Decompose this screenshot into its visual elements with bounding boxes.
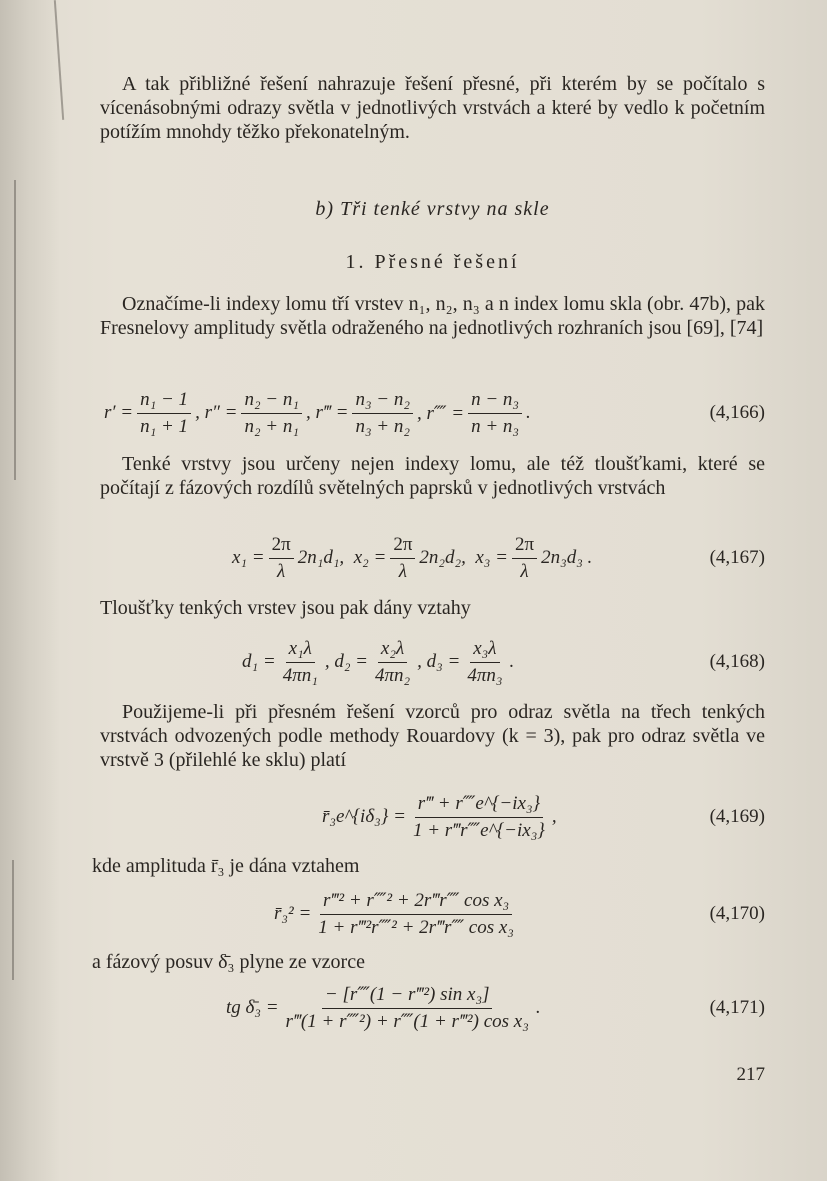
numerator: n₂ − n₁: [241, 389, 302, 414]
eq-end: .: [535, 997, 541, 1018]
equation-4-170: [100, 884, 765, 944]
numerator: n₃ − n₂: [352, 389, 413, 414]
equation-4-167: [100, 528, 765, 588]
numerator: 2π: [512, 534, 537, 559]
denominator: λ: [277, 560, 286, 582]
eq-lhs: r̄₃e^{iδ₃} =: [322, 806, 406, 827]
eq-lhs: x₁ =: [232, 547, 265, 568]
eq-lhs: r̄₃² =: [274, 903, 312, 924]
fraction: [512, 534, 537, 583]
denominator: n₁ + 1: [140, 415, 189, 437]
equation-number: (4,166): [709, 402, 765, 423]
intro-paragraph: A tak přibližné řešení nahrazuje řešení přesné, při kterém by se počítalo s vícenásobnými odrazy světla v jednotlivých vrstvách a které by vedlo k početním potížím mnohdy těžko překonatelným.: [100, 73, 765, 143]
eq-end: .: [509, 651, 515, 672]
denominator: n + n₃: [471, 415, 520, 437]
eq-lhs: x₂ =: [353, 547, 387, 568]
fraction: [269, 534, 294, 583]
fraction: [137, 389, 191, 438]
equation-4-166: [100, 383, 765, 443]
eq-end: .: [526, 402, 531, 423]
denominator: 4πn₂: [375, 664, 411, 686]
fraction: [315, 890, 517, 939]
numerator: r‴ + r⁗e^{−ix₃}: [415, 793, 543, 818]
equation-number: (4,171): [709, 997, 765, 1018]
section-title: b) Tři tenké vrstvy na skle: [315, 198, 550, 220]
equation-4-169: [100, 787, 765, 847]
paragraph-2: Tenké vrstvy jsou určeny nejen indexy lomu, ale též tloušťkami, které se počítají z fázových rozdílů světelných paprsků v jednotlivých vrstvách: [100, 453, 765, 499]
eq-lhs: x₃ =: [475, 547, 508, 568]
fraction: [410, 793, 548, 842]
eq-end: ,: [551, 806, 557, 827]
eq-lhs: , d₂ =: [324, 651, 368, 672]
numerator: r‴² + r⁗² + 2r‴r⁗ cos x₃: [320, 890, 512, 915]
equation-number: (4,167): [709, 547, 765, 568]
eq-term: 2n₃d₃ .: [541, 547, 593, 568]
denominator: λ: [398, 560, 407, 582]
eq-lhs: d₁ =: [242, 651, 276, 672]
numerator: n − n₃: [468, 389, 522, 414]
eq-lhs: , r⁗ =: [417, 402, 465, 424]
equation-4-168: [100, 632, 765, 692]
page-edge-line: [14, 180, 16, 480]
numerator: − [r⁗(1 − r‴²) sin x₃]: [322, 984, 493, 1009]
eq-term: 2n₁d₁,: [297, 547, 345, 568]
eq-lhs: , r″ =: [195, 402, 238, 423]
denominator: 4πn₃: [467, 664, 503, 686]
numerator: x₂λ: [378, 638, 407, 663]
eq-lhs: , d₃ =: [417, 651, 461, 672]
fraction: [390, 534, 415, 583]
denominator: 1 + r‴²r⁗² + 2r‴r⁗ cos x₃: [318, 916, 514, 938]
subsection-title: 1. Přesné řešení: [345, 251, 520, 273]
fraction: [468, 389, 522, 438]
numerator: 2π: [269, 534, 294, 559]
denominator: λ: [520, 560, 529, 582]
denominator: 4πn₁: [282, 664, 318, 686]
numerator: n₁ − 1: [137, 389, 191, 414]
page-binding-shadow: [0, 0, 60, 1181]
denominator: n₂ + n₁: [244, 415, 299, 437]
paragraph-6: a fázový posuv δ̄₃ plyne ze vzorce: [92, 951, 365, 973]
denominator: 1 + r‴r⁗e^{−ix₃}: [412, 819, 545, 841]
paragraph-3: Tloušťky tenkých vrstev jsou pak dány vztahy: [100, 597, 471, 619]
fraction: [280, 638, 321, 687]
numerator: x₃λ: [470, 638, 499, 663]
denominator: r‴(1 + r⁗²) + r⁗(1 + r‴²) cos x₃: [285, 1010, 529, 1032]
fraction: [464, 638, 505, 687]
page-edge-line: [12, 860, 14, 980]
fraction: [352, 389, 413, 438]
fraction: [241, 389, 302, 438]
equation-number: (4,169): [709, 806, 765, 827]
page-number: 217: [736, 1064, 765, 1085]
numerator: x₁λ: [286, 638, 315, 663]
eq-lhs: , r‴ =: [306, 402, 349, 423]
eq-lhs: tg δ̄₃ =: [226, 997, 279, 1018]
numerator: 2π: [390, 534, 415, 559]
eq-term: 2n₂d₂,: [419, 547, 466, 568]
paragraph-4: Použijeme-li při přesném řešení vzorců pro odraz světla na třech tenkých vrstvách odvozených podle methody Rouardovy (k = 3), pak pro odraz světla ve vrstvě 3 (přilehlé ke sklu) platí: [100, 701, 765, 771]
fraction: [283, 984, 532, 1033]
fraction: [372, 638, 413, 687]
equation-number: (4,170): [709, 903, 765, 924]
eq-lhs: r′ =: [104, 402, 134, 423]
equation-4-171: [100, 978, 765, 1038]
equation-number: (4,168): [709, 651, 765, 672]
paragraph-1: Označíme-li indexy lomu tří vrstev n₁, n₂, n₃ a n index lomu skla (obr. 47b), pak Fresnelovy amplitudy světla odraženého na jednotlivých rozhraních jsou [69], [74]: [100, 293, 765, 339]
paragraph-5: kde amplituda r̄₃ je dána vztahem: [92, 855, 360, 877]
denominator: n₃ + n₂: [355, 415, 410, 437]
